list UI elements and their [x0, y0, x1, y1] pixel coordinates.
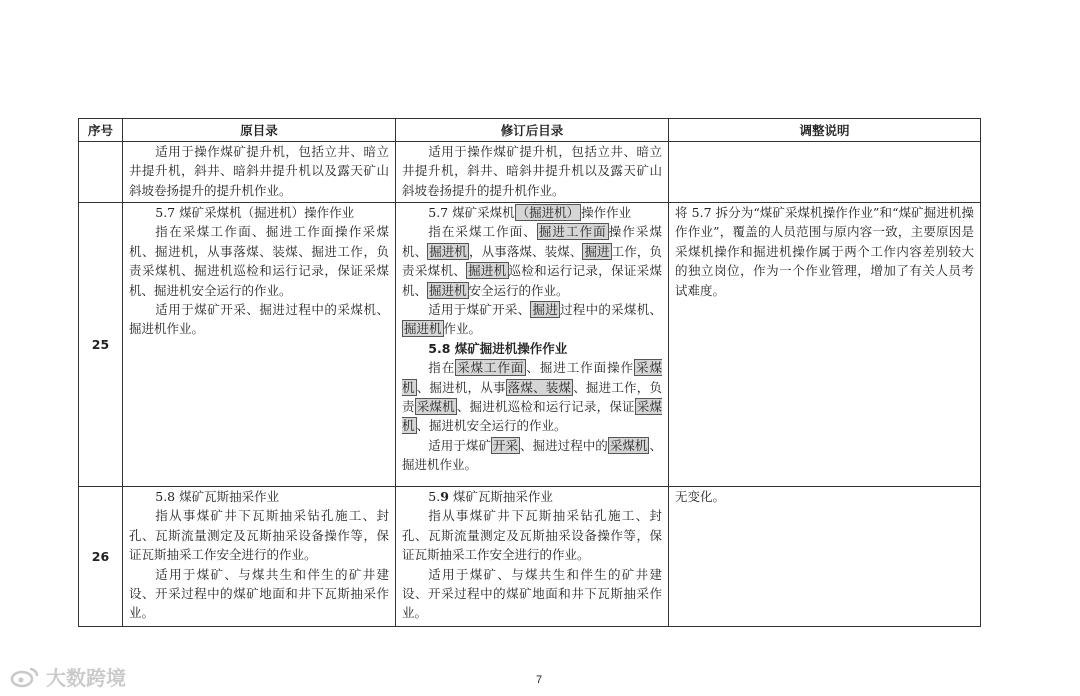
highlight-mark: 采煤机 — [402, 360, 662, 395]
adjustment-note: 无变化。 — [675, 489, 726, 504]
original-title: 5.7 煤矿采煤机（掘进机）操作作业 — [155, 205, 355, 220]
revised-cell — [396, 142, 669, 203]
highlight-mark: 掘进工作面 — [538, 224, 607, 240]
original-scope: 适用于煤矿开采、掘进过程中的采煤机、掘进机作业。 — [129, 302, 389, 337]
highlight-mark: 采煤工作面 — [457, 360, 525, 376]
revised-cell — [396, 203, 669, 487]
revised-title: 5.9 煤矿瓦斯抽采作业 — [428, 489, 553, 504]
revised-scope: 适用于操作煤矿提升机，包括立井、暗立井提升机，斜井、暗斜井提升机以及露天矿山斜坡卷扬提升的提升机作业。 — [402, 144, 662, 198]
note-cell — [669, 142, 981, 203]
table-row — [79, 487, 981, 627]
adjustment-note: 将 5.7 拆分为“煤矿采煤机操作作业”和“煤矿掘进机操作作业”，覆盖的人员范围与原内容一致，主要原因是采煤机操作和掘进机操作属于两个工作内容差别较大的独立岗位，作为一个作业管理，增加了有关人员考试难度。 — [675, 205, 974, 298]
highlight-mark: 掘进 — [532, 302, 559, 318]
watermark — [10, 662, 126, 691]
highlight-mark: 开采 — [492, 437, 519, 453]
note-cell — [669, 203, 981, 487]
original-cell — [123, 203, 396, 487]
row-number: 26 — [79, 487, 123, 627]
new-section-definition: 指在 采煤工作面 、掘进工作面操作 采煤机 、掘进机，从事 落煤、装煤 、掘进工作，负责 采煤机 、掘进机巡检和运行记录，保证 采煤机 、掘进机安全运行的作业。 — [402, 360, 662, 434]
original-definition: 指从事煤矿井下瓦斯抽采钻孔施工、封孔、瓦斯流量测定及瓦斯抽采设备操作等，保证瓦斯抽采工作安全进行的作业。 — [129, 508, 389, 563]
new-section-scope: 适用于煤矿 开采 、掘进过程中的 采煤机 、掘进机作业。 — [402, 437, 662, 473]
revision-table — [78, 118, 981, 627]
revised-scope: 适用于煤矿、与煤共生和伴生的矿井建设、开采过程中的煤矿地面和井下瓦斯抽采作业。 — [402, 566, 662, 621]
highlight-mark: 采煤机 — [402, 399, 662, 434]
header-note: 调整说明 — [669, 119, 981, 142]
weibo-logo-icon — [10, 666, 40, 688]
watermark-text: 大数跨境 — [46, 666, 126, 690]
original-scope: 适用于煤矿、与煤共生和伴生的矿井建设、开采过程中的煤矿地面和井下瓦斯抽采作业。 — [129, 566, 389, 621]
revised-cell — [396, 487, 669, 627]
note-cell — [669, 487, 981, 627]
table-header-row — [79, 119, 981, 142]
highlight-mark: 落煤、装煤 — [507, 379, 572, 395]
original-cell — [123, 487, 396, 627]
highlight-mark: 采煤机 — [609, 437, 648, 453]
highlight-mark: 掘进机 — [404, 321, 442, 337]
revised-scope: 适用于煤矿开采、 掘进 过程中的采煤机、掘进机 作业。 — [404, 302, 662, 337]
new-section-title: 5.8 煤矿掘进机操作作业 — [428, 340, 568, 356]
highlight-mark: （掘进机） — [516, 205, 580, 220]
highlight-mark: 掘进 — [584, 243, 610, 259]
row-number: 25 — [79, 203, 123, 487]
highlight-mark: 掘进机 — [429, 282, 467, 298]
header-no: 序号 — [79, 119, 123, 142]
page-number: 7 — [536, 674, 543, 686]
no-cell — [79, 142, 123, 203]
original-title: 5.8 煤矿瓦斯抽采作业 — [155, 489, 280, 504]
original-cell — [123, 142, 396, 203]
header-revised: 修订后目录 — [396, 119, 669, 142]
highlight-mark: 采煤机 — [416, 399, 455, 415]
highlight-mark: 掘进机 — [468, 263, 507, 279]
revised-definition: 指在采煤工作面、 掘进工作面 操作采煤机、 掘进机 ，从事落煤、装煤、 掘进 工作，负责采煤机、 掘进机 巡检和运行记录，保证采煤机、 掘进机 安全运行的作业。 — [402, 224, 662, 298]
original-scope: 适用于操作煤矿提升机，包括立井、暗立井提升机，斜井、暗斜井提升机以及露天矿山斜坡卷扬提升的提升机作业。 — [129, 144, 389, 198]
header-original: 原目录 — [123, 119, 396, 142]
original-definition: 指在采煤工作面、掘进工作面操作采煤机、掘进机，从事落煤、装煤、掘进工作，负责采煤机、掘进机巡检和运行记录，保证采煤机、掘进机安全运行的作业。 — [129, 224, 389, 298]
revised-definition: 指从事煤矿井下瓦斯抽采钻孔施工、封孔、瓦斯流量测定及瓦斯抽采设备操作等，保证瓦斯抽采工作安全进行的作业。 — [402, 508, 662, 563]
highlight-mark: 掘进机 — [429, 243, 468, 259]
revised-title: 5.7 煤矿采煤机 （掘进机） 操作作业 — [428, 205, 632, 220]
table-row — [79, 203, 981, 487]
table-row — [79, 142, 981, 203]
